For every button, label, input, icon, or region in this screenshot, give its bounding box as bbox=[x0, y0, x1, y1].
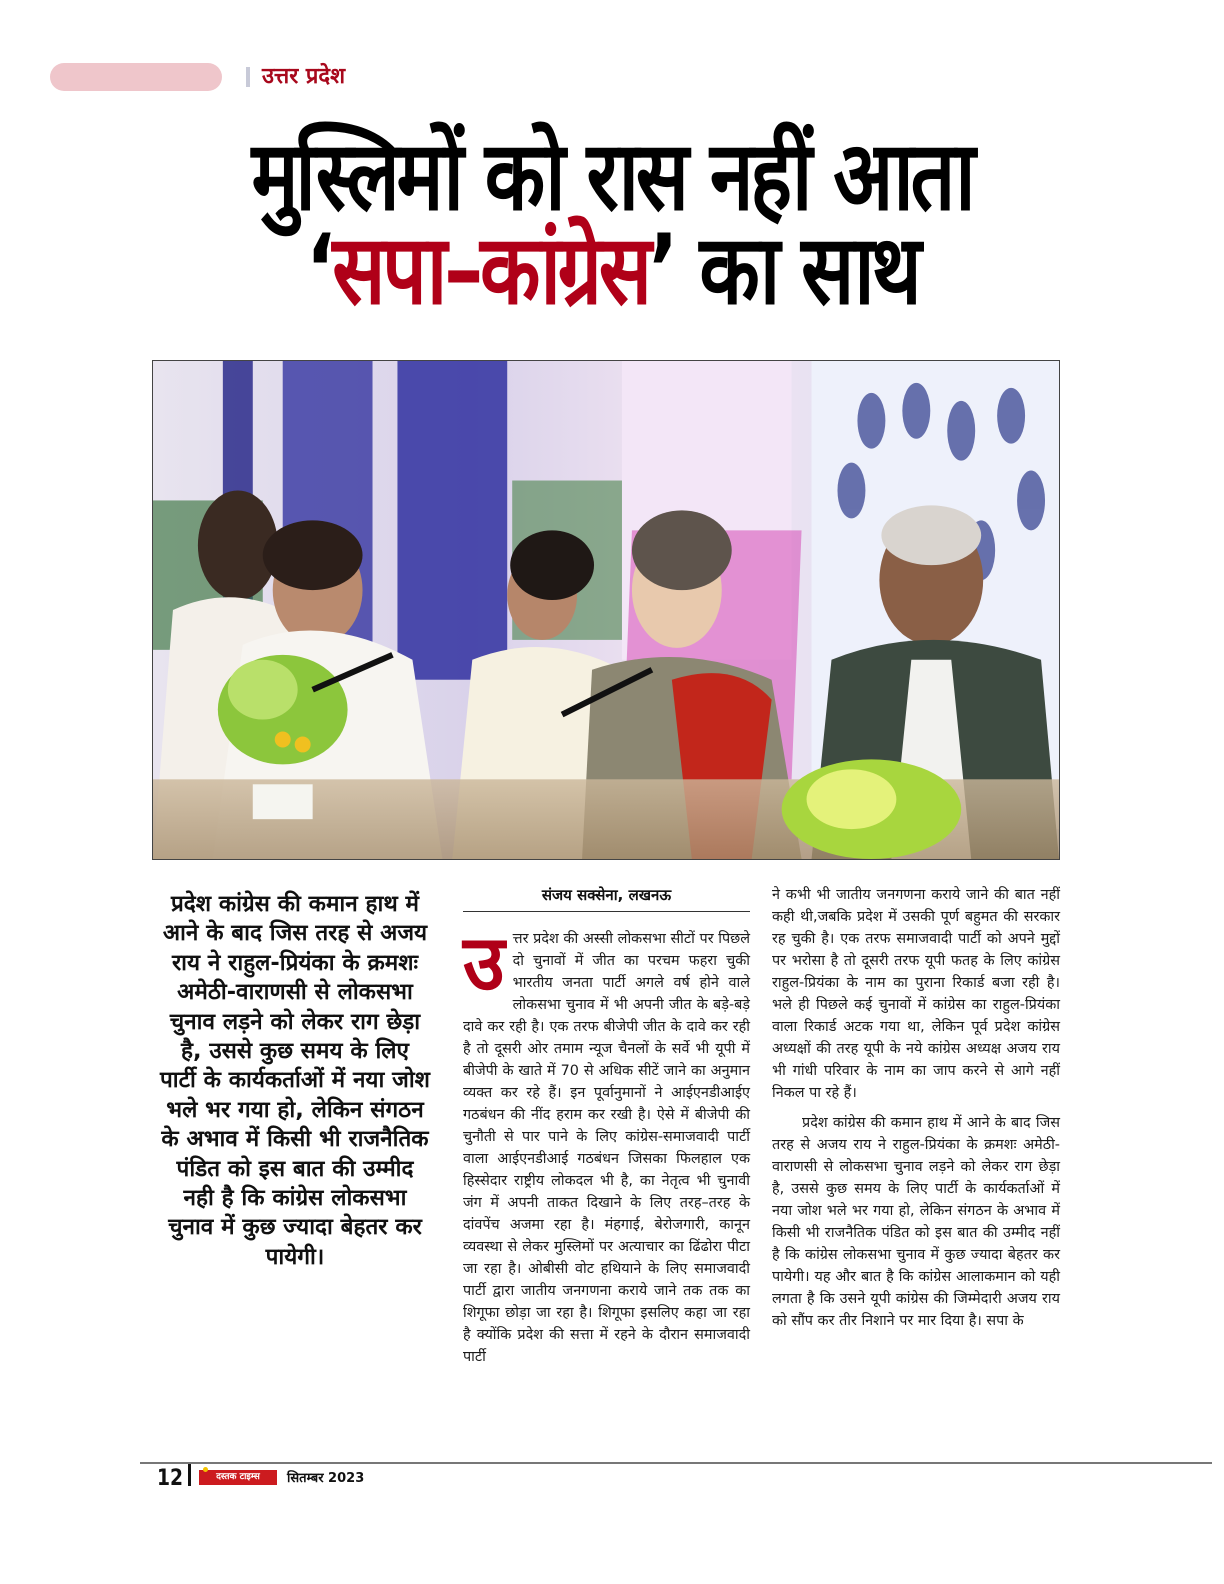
article-paragraph: प्रदेश कांग्रेस की कमान हाथ में आने के बाद जिस तरह से अजय राय ने राहुल-प्रियंका के क्रमशः अमेठी-वाराणसी से लोकसभा चुनाव लड़ने को लेकर राग छेड़ा है, उससे कुछ समय के लिए पार्टी के कार्यकर्ताओं में नया जोश भले भर गया हो, लेकिन संगठन के अभाव में किसी भी राजनैतिक पंडित को इस बात की उम्मीद नहीं है कि कांग्रेस लोकसभा चुनाव में कुछ ज्यादा बेहतर कर पायेगी। यह और बात है कि कांग्रेस आलाकमान को यही लगता है कि उसने यूपी कांग्रेस की जिम्मेदारी अजय राय को सौंप कर तीर निशाने पर मार दिया है। सपा के bbox=[772, 1115, 1060, 1329]
publication-name: दस्तक टाइम्स bbox=[216, 1472, 260, 1482]
headline-rest: का साथ bbox=[675, 214, 919, 326]
article-column-middle bbox=[463, 918, 750, 1368]
headline-quote-close: ’ bbox=[648, 214, 676, 326]
section-pill bbox=[50, 63, 222, 91]
issue-date: सितम्बर 2023 bbox=[287, 1471, 365, 1486]
drop-cap: उ bbox=[463, 918, 505, 1007]
section-separator bbox=[246, 67, 250, 87]
headline-quote-open: ‘ bbox=[305, 214, 333, 326]
logo-dot-icon bbox=[203, 1467, 208, 1472]
footer-rule bbox=[140, 1462, 1212, 1464]
pull-quote: प्रदेश कांग्रेस की कमान हाथ में आने के बाद जिस तरह से अजय राय ने राहुल-प्रियंका के क्रमशः अमेठी-वाराणसी से लोकसभा चुनाव लड़ने को लेकर राग छेड़ा है, उससे कुछ समय के लिए पार्टी के कार्यकर्ताओं में नया जोश भले भर गया हो, लेकिन संगठन के अभाव में किसी भी राजनैतिक पंडित को इस बात की उम्मीद नही है कि कांग्रेस लोकसभा चुनाव में कुछ ज्यादा बेहतर कर पायेगी। bbox=[160, 891, 430, 1270]
photo-illustration bbox=[153, 361, 1059, 859]
publication-logo bbox=[199, 1470, 277, 1485]
news-photo bbox=[152, 360, 1060, 860]
footer-separator bbox=[188, 1464, 191, 1486]
headline-line-1: मुस्लिमों को रास नहीं आता bbox=[251, 120, 973, 232]
article-column-right bbox=[772, 884, 1060, 1332]
page-number: 12 bbox=[157, 1466, 184, 1491]
headline-line-2 bbox=[233, 214, 991, 326]
article-paragraph: ने कभी भी जातीय जनगणना कराये जाने की बात नहीं कही थी,जबकि प्रदेश में उसकी पूर्ण बहुमत की सरकार रह चुकी है। एक तरफ समाजवादी पार्टी को अपने मुद्दों पर भरोसा है तो दूसरी तरफ यूपी फतह के लिए कांग्रेस राहुल-प्रियंका के नाम का पुराना रिकार्ड बजा रही है। भले ही पिछले कई चुनावों में कांग्रेस का राहुल-प्रियंका वाला रिकार्ड अटक गया था, लेकिन पूर्व प्रदेश कांग्रेस अध्यक्षों की तरह यूपी के नये कांग्रेस अध्यक्ष अजय राय भी गांधी परिवार के नाम का जाप करने से आगे नहीं निकल पा रहे हैं। bbox=[772, 887, 1060, 1101]
byline: संजय सक्सेना, लखनऊ bbox=[463, 885, 750, 912]
article-paragraph: त्तर प्रदेश की अस्सी लोकसभा सीटों पर पिछले दो चुनावों में जीत का परचम फहरा चुकी भारतीय जनता पार्टी अगले वर्ष होने वाले लोकसभा चुनाव में भी अपनी जीत के बड़े-बड़े दावे कर रही है। एक तरफ बीजेपी जीत के दावे कर रही है तो दूसरी ओर तमाम न्यूज चैनलों के सर्वे भी यूपी में बीजेपी के खाते में 70 से अधिक सीटें जाने का अनुमान व्यक्त कर रहे हैं। इन पूर्वानुमानों ने आईएनडीआईए गठबंधन की नींद हराम कर रखी है। ऐसे में बीजेपी की चुनौती से पार पाने के लिए कांग्रेस-समाजवादी पार्टी वाला आईएनडीआई गठबंधन जिसका फिलहाल एक हिस्सेदार राष्ट्रीय लोकदल भी है, का नेतृत्व भी चुनावी जंग में अपनी ताकत दिखाने के लिए तरह–तरह के दांवपेंच अजमा रहा है। मंहगाई, बेरोजगारी, कानून व्यवस्था से लेकर मुस्लिमों पर अत्याचार का ढिंढोरा पीटा जा रहा है। ओबीसी वोट हथियाने के लिए समाजवादी पार्टी द्वारा जातीय जनगणना कराये जाने तक तक का शिगूफा छोड़ा जा रहा है। शिगूफा इसलिए कहा जा रहा है क्योंकि प्रदेश की सत्ता में रहने के दौरान समाजवादी पार्टी bbox=[463, 931, 750, 1365]
headline-highlight: सपा–कांग्रेस bbox=[332, 214, 649, 326]
section-label: उत्तर प्रदेश bbox=[262, 64, 346, 89]
